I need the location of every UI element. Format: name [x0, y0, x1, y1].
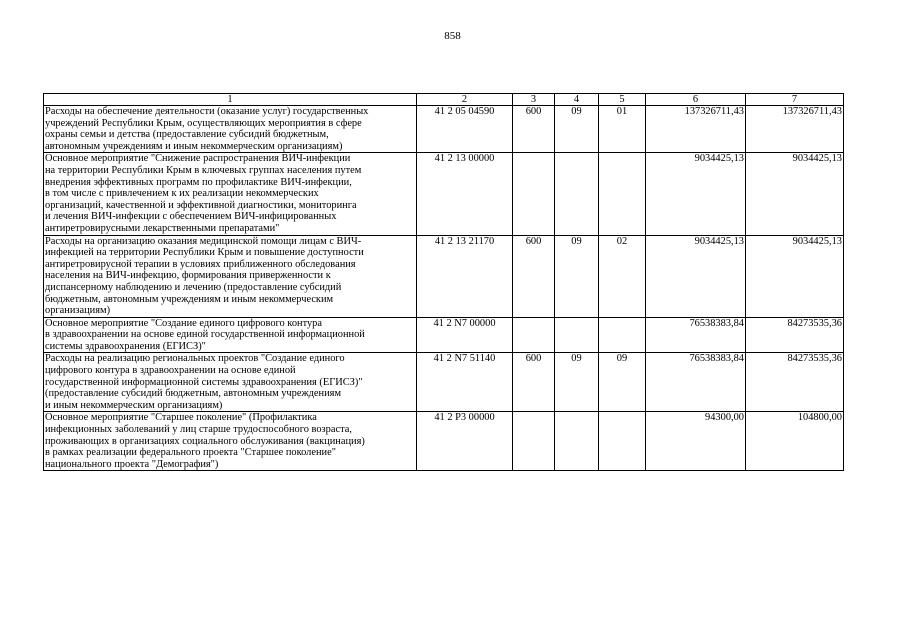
row-description: Основное мероприятие "Снижение распространения ВИЧ-инфекции на территории Республики Крым в ключевых группах населения путем внедрения эффективных программ по профилактике ВИЧ-инфекции, в том числе с привлечением к их реализации некоммерческих организаций, качественной и эффективной диагностики, мониторинга и лечения ВИЧ-инфекции с обеспечением ВИЧ-инфицированных антиретровирусными лекарственными препаратами": [44, 153, 417, 235]
row-col4: [555, 317, 599, 353]
row-col6: 76538383,84: [646, 353, 746, 412]
row-code: 41 2 N7 51140: [417, 353, 513, 412]
header-col-5: 5: [599, 94, 646, 106]
row-col5: 02: [599, 235, 646, 317]
row-col7: 9034425,13: [746, 235, 844, 317]
table-row: [44, 317, 844, 353]
row-col4: [555, 412, 599, 471]
row-col3: 600: [513, 353, 555, 412]
row-col6: 9034425,13: [646, 235, 746, 317]
header-col-4: 4: [555, 94, 599, 106]
row-code: 41 2 13 21170: [417, 235, 513, 317]
page-number: 858: [444, 30, 461, 42]
budget-table: [43, 93, 844, 471]
row-col3: 600: [513, 106, 555, 153]
header-row: [44, 94, 844, 106]
row-col3: [513, 317, 555, 353]
row-col7: 137326711,43: [746, 106, 844, 153]
row-code: 41 2 13 00000: [417, 153, 513, 235]
table-row: [44, 235, 844, 317]
header-col-2: 2: [417, 94, 513, 106]
row-col5: 01: [599, 106, 646, 153]
header-col-6: 6: [646, 94, 746, 106]
header-col-7: 7: [746, 94, 844, 106]
table-row: [44, 106, 844, 153]
row-code: 41 2 P3 00000: [417, 412, 513, 471]
row-col3: [513, 412, 555, 471]
row-code: 41 2 05 04590: [417, 106, 513, 153]
row-col7: 84273535,36: [746, 353, 844, 412]
row-col6: 94300,00: [646, 412, 746, 471]
row-col5: 09: [599, 353, 646, 412]
row-col6: 137326711,43: [646, 106, 746, 153]
row-col5: [599, 412, 646, 471]
row-col3: [513, 153, 555, 235]
row-description: Расходы на обеспечение деятельности (оказание услуг) государственных учреждений Республики Крым, осуществляющих мероприятия в сфере охраны семьи и детства (предоставление субсидий бюджетным, автономным учреждениям и иным некоммерческим организациям): [44, 106, 417, 153]
row-description: Основное мероприятие "Старшее поколение" (Профилактика инфекционных заболеваний у лиц старше трудоспособного возраста, проживающих в организациях социального обслуживания (вакцинация) в рамках реализации федерального проекта "Старшее поколение" национального проекта "Демография"): [44, 412, 417, 471]
row-col5: [599, 317, 646, 353]
row-description: Основное мероприятие "Создание единого цифрового контура в здравоохранении на основе единой государственной информационной системы здравоохранения (ЕГИСЗ)": [44, 317, 417, 353]
row-col7: 104800,00: [746, 412, 844, 471]
row-col7: 84273535,36: [746, 317, 844, 353]
row-col4: 09: [555, 235, 599, 317]
row-col4: [555, 153, 599, 235]
row-code: 41 2 N7 00000: [417, 317, 513, 353]
header-col-3: 3: [513, 94, 555, 106]
row-col5: [599, 153, 646, 235]
row-col7: 9034425,13: [746, 153, 844, 235]
row-col6: 76538383,84: [646, 317, 746, 353]
row-description: Расходы на организацию оказания медицинской помощи лицам с ВИЧ- инфекцией на территории Республики Крым и повышение доступности антиретровирусной терапии в условиях приближенного обследования населения на ВИЧ-инфекцию, формирования приверженности к диспансерному наблюдению и лечению (предоставление субсидий бюджетным, автономным учреждениям и иным некоммерческим организациям): [44, 235, 417, 317]
table-row: [44, 412, 844, 471]
table-row: [44, 153, 844, 235]
row-col6: 9034425,13: [646, 153, 746, 235]
header-col-1: 1: [44, 94, 417, 106]
row-col4: 09: [555, 106, 599, 153]
row-description: Расходы на реализацию региональных проектов "Создание единого цифрового контура в здравоохранении на основе единой государственной информационной системы здравоохранения (ЕГИСЗ)" (предоставление субсидий бюджетным, автономным учреждениям и иным некоммерческим организациям): [44, 353, 417, 412]
row-col3: 600: [513, 235, 555, 317]
table-row: [44, 353, 844, 412]
row-col4: 09: [555, 353, 599, 412]
